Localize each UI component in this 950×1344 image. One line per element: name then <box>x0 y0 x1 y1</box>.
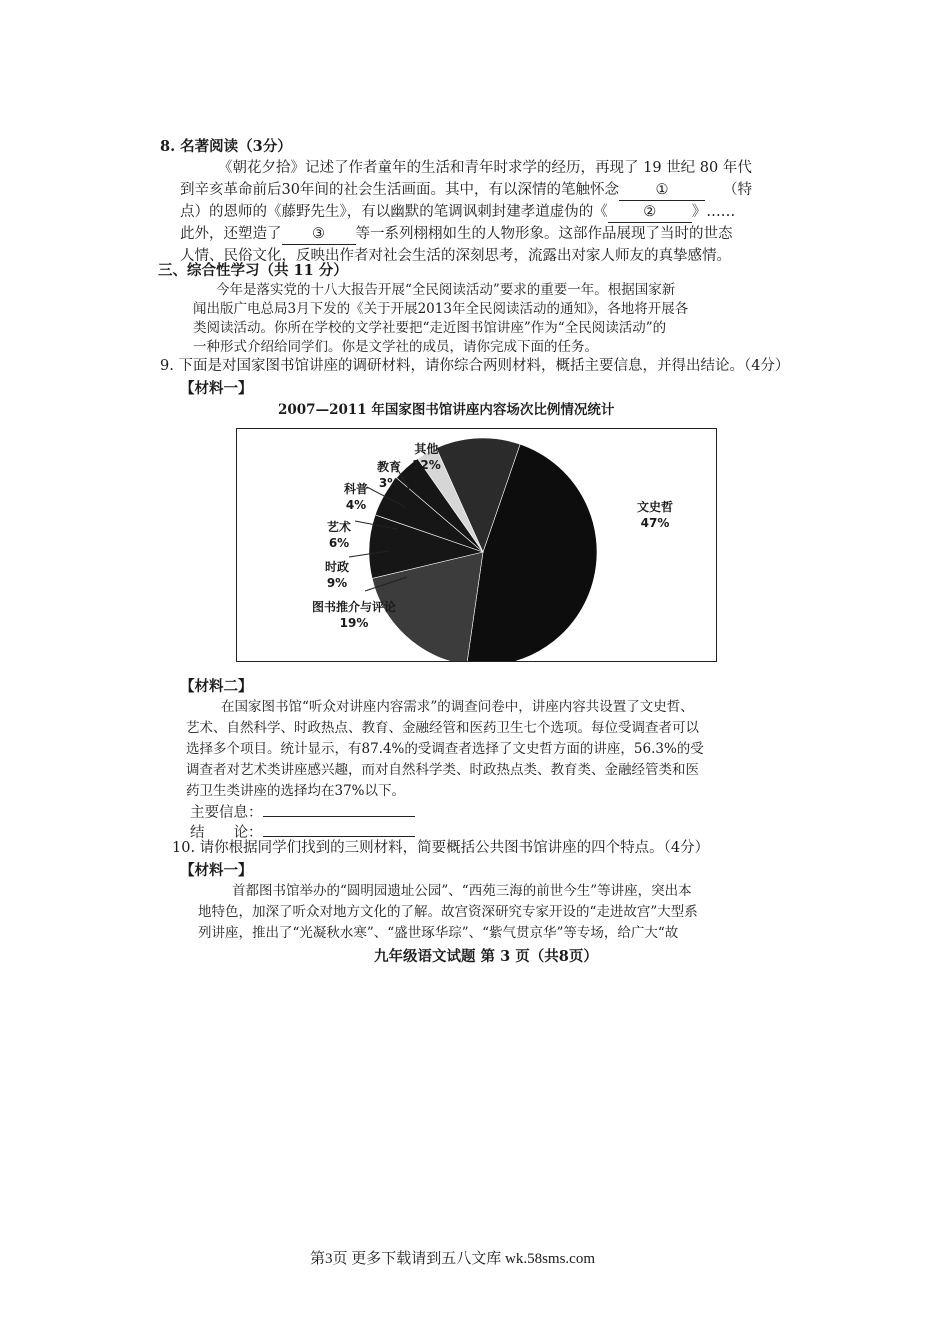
m2-line-3: 选择多个项目。统计显示，有87.4%的受调查者选择了文史哲方面的讲座，56.3%的受 <box>186 741 704 757</box>
conclusion-blank[interactable] <box>263 822 415 837</box>
chart-title: 2007—2011 年国家图书馆讲座内容场次比例情况统计 <box>278 402 615 418</box>
q10-line-1: 首都图书馆举办的“圆明园遗址公园”、“西苑三海的前世今生”等讲座，突出本 <box>232 883 692 899</box>
pie-label-value: 3% <box>378 476 400 490</box>
q8-line-4-tail: 等一系列栩栩如生的人物形象。这部作品展现了当时的世态 <box>355 226 733 242</box>
pie-label-2 <box>312 599 396 631</box>
q8-line-3-text: 点）的恩师的《藤野先生》，有以幽默的笔调讽刺封建孝道虚伪的《 <box>180 204 608 220</box>
q8-line-1: 《朝花夕拾》记述了作者童年的生活和青年时求学的经历，再现了 19 世纪 80 年代 <box>218 160 752 176</box>
pie-label-value: 19% <box>339 616 369 630</box>
q10-material-1-label: 【材料一】 <box>180 862 253 879</box>
pie-chart-frame <box>236 428 717 662</box>
pie-label-5 <box>344 481 368 513</box>
main-info-row <box>190 802 415 823</box>
main-info-blank[interactable] <box>263 802 415 817</box>
pie-label-value: 4% <box>345 498 367 512</box>
pie-label-3 <box>325 559 349 591</box>
m2-line-1: 在国家图书馆“听众对讲座内容需求”的调查问卷中，讲座内容共设置了文史哲、 <box>221 699 694 715</box>
pie-label-name: 教育 <box>377 460 402 474</box>
s3-line-4: 一种形式介绍给同学们。你是文学社的成员，请你完成下面的任务。 <box>193 339 598 355</box>
q8-line-2-tail: （特 <box>722 182 752 198</box>
q8-line-2-text: 到辛亥革命前后30年间的社会生活画面。其中，有以深情的笔触怀念 <box>180 182 619 198</box>
m2-line-2: 艺术、自然科学、时政热点、教育、金融经管和医药卫生七个选项。每位受调查者可以 <box>186 720 699 736</box>
q8-line-3-tail: 》…… <box>691 204 736 220</box>
conclusion-label: 结 论： <box>190 825 263 841</box>
m2-line-4: 调查者对艺术类讲座感兴趣，而对自然科学类、时政热点类、教育类、金融经管类和医 <box>186 762 699 778</box>
pie-chart <box>237 429 716 661</box>
q8-line-2 <box>180 181 752 201</box>
pie-label-value: 9% <box>326 576 348 590</box>
material-1-label: 【材料一】 <box>180 380 253 397</box>
pie-label-4 <box>327 519 351 551</box>
s3-line-1: 今年是落实党的十八大报告开展“全民阅读活动”要求的重要一年。根据国家新 <box>216 282 676 298</box>
pie-label-value: 47% <box>640 516 670 530</box>
main-info-label: 主要信息： <box>190 805 263 821</box>
blank-3[interactable]: ③ <box>282 225 356 245</box>
material-2-label: 【材料二】 <box>180 678 253 695</box>
s3-line-3: 类阅读活动。你所在学校的文学社要把“走近图书馆讲座”作为“全民阅读活动”的 <box>193 320 667 336</box>
page-footer: 九年级语文试题 第 3 页（共8页） <box>374 948 598 965</box>
pie-label-name: 其他 <box>414 442 439 456</box>
blank-1[interactable]: ① <box>619 181 705 201</box>
section-3-title: 三、综合性学习（共 11 分） <box>158 262 348 279</box>
q10-line-3: 列讲座，推出了“光凝秋水寒”、“盛世琢华琮”、“紫气贯京华”等专场，给广大“故 <box>198 925 679 941</box>
pie-label-1 <box>637 499 673 531</box>
download-footer: 第3页 更多下载请到五八文库 wk.58sms.com <box>310 1251 596 1267</box>
q10-line-2: 地特色，加深了听众对地方文化的了解。故宫资深研究专家开设的“走进故宫”大型系 <box>198 904 698 920</box>
pie-label-name: 科普 <box>344 482 369 496</box>
q10-title: 10. 请你根据同学们找到的三则材料，简要概括公共图书馆讲座的四个特点。（4分） <box>172 840 710 856</box>
blank-2[interactable]: ② <box>608 203 692 223</box>
pie-label-6 <box>377 459 401 491</box>
pie-label-name: 时政 <box>325 560 350 574</box>
pie-label-name: 文史哲 <box>637 500 674 514</box>
s3-line-2: 闻出版广电总局3月下发的《关于开展2013年全民阅读活动的通知》，各地将开展各 <box>193 301 689 317</box>
q8-line-4-text: 此外，还塑造了 <box>180 226 282 242</box>
pie-label-value: 6% <box>328 536 350 550</box>
q8-line-5: 人情、民俗文化，反映出作者对社会生活的深刻思考，流露出对家人师友的真挚感情。 <box>180 248 731 264</box>
q8-line-3 <box>180 203 735 223</box>
m2-line-5: 药卫生类讲座的选择均在37%以下。 <box>186 783 406 799</box>
pie-label-name: 图书推介与评论 <box>312 600 397 614</box>
q8-title: 8. 名著阅读（3分） <box>160 138 292 155</box>
pie-label-value: 12% <box>412 458 441 472</box>
q9-title: 9. 下面是对国家图书馆讲座的调研材料，请你综合两则材料，概括主要信息，并得出结论。（4分） <box>160 358 790 374</box>
q8-line-4 <box>180 225 733 245</box>
pie-label-7 <box>412 441 441 473</box>
pie-label-name: 艺术 <box>327 520 352 534</box>
